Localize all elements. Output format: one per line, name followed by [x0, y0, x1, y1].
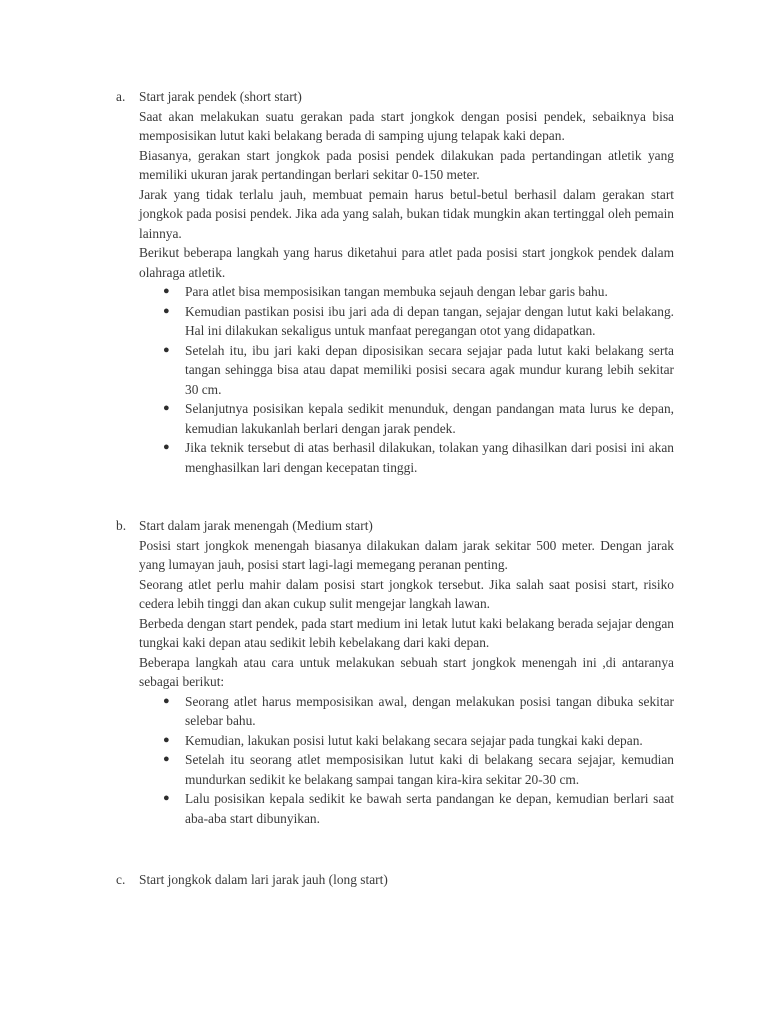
- bullet-icon: ●: [163, 441, 170, 453]
- list-item: [163, 341, 674, 400]
- bullet-icon: ●: [163, 343, 170, 356]
- section-short-start: [0, 87, 768, 477]
- bullet-icon: ●: [163, 304, 170, 317]
- bullet-icon: ●: [163, 402, 170, 414]
- list-item: [163, 399, 674, 438]
- list-marker: b.: [116, 518, 127, 533]
- section-medium-start: [0, 516, 768, 828]
- paragraph: Jarak yang tidak terlalu jauh, membuat pemain harus betul-betul berhasil dalam gerakan start jongkok pada posisi pendek. Jika ada yang salah, bukan tidak mungkin akan tertinggal oleh pemain lainnya.: [139, 186, 674, 241]
- bullet-icon: ●: [163, 753, 170, 765]
- list-item: [163, 438, 674, 477]
- list-item: [163, 692, 674, 731]
- heading-text: Start jarak pendek (short start): [139, 89, 302, 104]
- paragraph: Biasanya, gerakan start jongkok pada posisi pendek dilakukan pada pertandingan atletik yang memiliki ukuran jarak pertandingan berlari sekitar 0-150 meter.: [139, 147, 674, 182]
- bullet-icon: ●: [163, 792, 170, 804]
- list-item: [163, 789, 674, 828]
- heading-text: Start dalam jarak menengah (Medium start): [139, 518, 373, 533]
- section-heading: [0, 87, 768, 107]
- heading-text: Start jongkok dalam lari jarak jauh (long start): [139, 872, 388, 887]
- list-item-text: Kemudian, lakukan posisi lutut kaki belakang secara sejajar pada tungkai kaki depan.: [185, 732, 643, 748]
- paragraph: Seorang atlet perlu mahir dalam posisi start jongkok tersebut. Jika salah saat posisi start, risiko cedera lebih tinggi dan akan cukup sulit mengejar langkah lawan.: [139, 576, 674, 611]
- list-marker: c.: [116, 872, 126, 887]
- bullet-icon: ●: [163, 733, 170, 746]
- list-item-text: Kemudian pastikan posisi ibu jari ada di depan tangan, sejajar dengan lutut kaki belakang. Hal ini dilakukan sekaligus untuk manfaat peregangan otot yang didapatkan.: [185, 303, 674, 338]
- section-heading: [0, 516, 768, 536]
- list-item: [163, 282, 674, 302]
- bullet-icon: ●: [163, 694, 170, 707]
- paragraph: Saat akan melakukan suatu gerakan pada start jongkok dengan posisi pendek, sebaiknya bisa memposisikan lutut kaki belakang berada di samping ujung telapak kaki depan.: [139, 108, 674, 143]
- paragraph: Berikut beberapa langkah yang harus diketahui para atlet pada posisi start jongkok pendek dalam olahraga atletik.: [139, 245, 674, 280]
- paragraph: Beberapa langkah atau cara untuk melakukan sebuah start jongkok menengah ini ,di antaranya sebagai berikut:: [139, 654, 674, 689]
- paragraph: Berbeda dengan start pendek, pada start medium ini letak lutut kaki belakang berada sejajar dengan tungkai kaki depan atau sedikit lebih kebelakang dari kaki depan.: [139, 615, 674, 650]
- list-item-text: Lalu posisikan kepala sedikit ke bawah serta pandangan ke depan, kemudian berlari saat aba-aba start dibunyikan.: [185, 791, 674, 826]
- list-item-text: Selanjutnya posisikan kepala sedikit menunduk, dengan pandangan mata lurus ke depan, kemudian lakukanlah berlari dengan jarak pendek.: [185, 401, 674, 436]
- bullet-list: [0, 282, 768, 477]
- list-item: [163, 750, 674, 789]
- paragraph: Posisi start jongkok menengah biasanya dilakukan dalam jarak sekitar 500 meter. Dengan jarak yang lumayan jauh, posisi start lagi-lagi memegang peranan penting.: [139, 537, 674, 572]
- list-item: [163, 302, 674, 341]
- list-item-text: Setelah itu, ibu jari kaki depan diposisikan secara sejajar pada lutut kaki belakang serta tangan sehingga bisa atau dapat memiliki posisi secara agak mundur kurang lebih sekitar 30 cm.: [185, 342, 674, 397]
- bullet-list: [0, 692, 768, 829]
- section-long-start: [0, 870, 768, 890]
- section-heading: [0, 870, 768, 890]
- list-item-text: Seorang atlet harus memposisikan awal, dengan melakukan posisi tangan dibuka sekitar selebar bahu.: [185, 693, 674, 728]
- bullet-icon: ●: [163, 285, 170, 297]
- list-marker: a.: [116, 89, 126, 104]
- list-item-text: Setelah itu seorang atlet memposisikan lutut kaki di belakang secara sejajar, kemudian mundurkan sedikit ke belakang sampai tangan kira-kira sekitar 20-30 cm.: [185, 752, 674, 787]
- list-item: [163, 731, 674, 751]
- list-item-text: Para atlet bisa memposisikan tangan membuka sejauh dengan lebar garis bahu.: [185, 284, 608, 299]
- list-item-text: Jika teknik tersebut di atas berhasil dilakukan, tolakan yang dihasilkan dari posisi ini akan menghasilkan lari dengan kecepatan tinggi.: [185, 440, 674, 475]
